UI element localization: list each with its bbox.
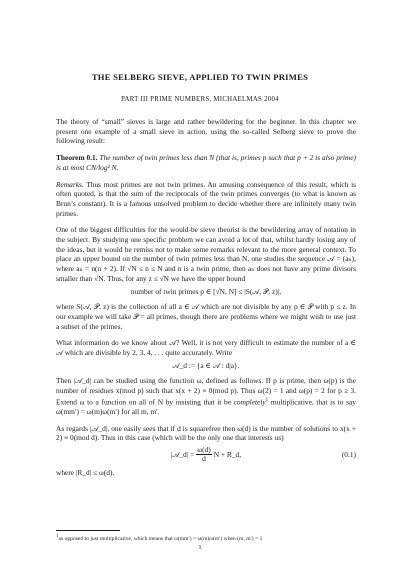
footnote-divider bbox=[56, 530, 120, 531]
paper-subtitle: PART III PRIME NUMBERS, MICHAELMAS 2004 bbox=[121, 96, 279, 103]
omega-text: Then |𝒜_d| can be studied using the function ω, defined as follows. If p is prime, then ω(p) is the number of residues x(mod p) such that x(x + 2) ≡ 0(mod p). Thus ω(2) = 1 and ω(p) = 2 for p ≥ 3. Extend ω to a function on all of N by insisting that it be bbox=[56, 376, 356, 407]
page-number: 1 bbox=[198, 544, 202, 551]
where-paragraph: where S(𝒜, 𝒫, z) is the collection of all a ∈ 𝒜 which are not divisible by any p ∈ 𝒫 with p ≤ z. In our example we will take 𝒫 = all primes, though there are problems where we might wish to use just a subset of the primes. bbox=[56, 302, 356, 331]
equation-rhs: N + R_d, bbox=[213, 449, 242, 459]
equation-lhs: |𝒜_d| = bbox=[170, 449, 195, 459]
where-rd-paragraph: where |R_d| ≤ ω(d). bbox=[56, 468, 115, 478]
paper-title: THE SELBERG SIEVE, APPLIED TO TWIN PRIMES bbox=[91, 72, 309, 82]
ad-definition-display: 𝒜_d := {a ∈ 𝒜 : d|a}. bbox=[172, 360, 240, 370]
what-information-paragraph: What information do we know about 𝒜? Well, it is not very difficult to estimate the number of a ∈ 𝒜 which are divisible by 2, 3, 4, . . . quite accurately. Write bbox=[56, 338, 356, 358]
footnote-number: 1 bbox=[56, 534, 59, 539]
equation-fraction bbox=[196, 446, 211, 463]
remarks-block bbox=[56, 180, 356, 219]
omega-text-end: multiplicative, that is to say ω(mm′) = ω(m)ω(m′) for all m, m′. bbox=[56, 397, 357, 417]
fraction-denominator: d bbox=[202, 454, 206, 464]
theorem-block bbox=[56, 153, 356, 172]
remarks-text: Thus most primes are not twin primes. An amusing consequence of this result, which is often quoted, is that the sum of the reciprocals of the twin primes converges (to what is known as Brun’s constant). It is a famous unsolved problem to decide whether there are infinitely many twin primes. bbox=[56, 179, 356, 218]
difficulties-paragraph: One of the biggest difficulties for the would-be sieve theorist is the bewildering array of notation in the subject. By studying one specific problem we can avoid a lot of that, whilst hardly losing any of the ideas, but it would be remiss not to make some remarks relevant to the more general context. To place an upper bound on the number of twin primes less than N, one studies the sequence 𝒜 = (aₙ), where aₙ = n(n + 2). If √N ≤ n ≤ N and n is a twin prime, then aₙ does not have any prime divisors smaller than √N. Thus, for any z ≤ √N we have the upper bound bbox=[56, 225, 356, 283]
equation-0-1 bbox=[56, 446, 356, 463]
as-regards-paragraph: As regards |𝒜_d|, one easily sees that if d is squarefree then ω(d) is the number of solutions to x(x + 2) ≡ 0(mod d). Thus in this case (which will be the only one that interests us) bbox=[56, 423, 356, 443]
footnote-text: as opposed to just multiplicative, which means that ω(mm′) = ω(m)ω(m′) when (m, m′) = 1 bbox=[58, 535, 263, 542]
equation-number: (0.1) bbox=[341, 449, 356, 459]
intro-paragraph: The theory of “small” sieves is large and rather bewildering for the beginner. In this chapter we present one example of a small sieve in action, using the so-called Selberg sieve to prove the following result: bbox=[56, 117, 356, 146]
remarks-label: Remarks. bbox=[56, 179, 84, 189]
footnote bbox=[56, 533, 356, 543]
fraction-numerator: ω(d) bbox=[197, 445, 211, 455]
footnote-marker: 1 bbox=[265, 397, 269, 403]
theorem-label: Theorem 0.1. bbox=[56, 153, 98, 163]
paper-body bbox=[56, 117, 356, 485]
theorem-statement: The number of twin primes less than N (that is, primes p such that p + 2 is also prime) is at most CN/log² N. bbox=[56, 153, 356, 172]
omega-paragraph bbox=[56, 376, 356, 416]
upper-bound-display: number of twin primes p ∈ [√N, N] ≤ |S(𝒜, 𝒫, z)|, bbox=[130, 286, 282, 296]
omega-italic-word: completely bbox=[233, 397, 266, 407]
